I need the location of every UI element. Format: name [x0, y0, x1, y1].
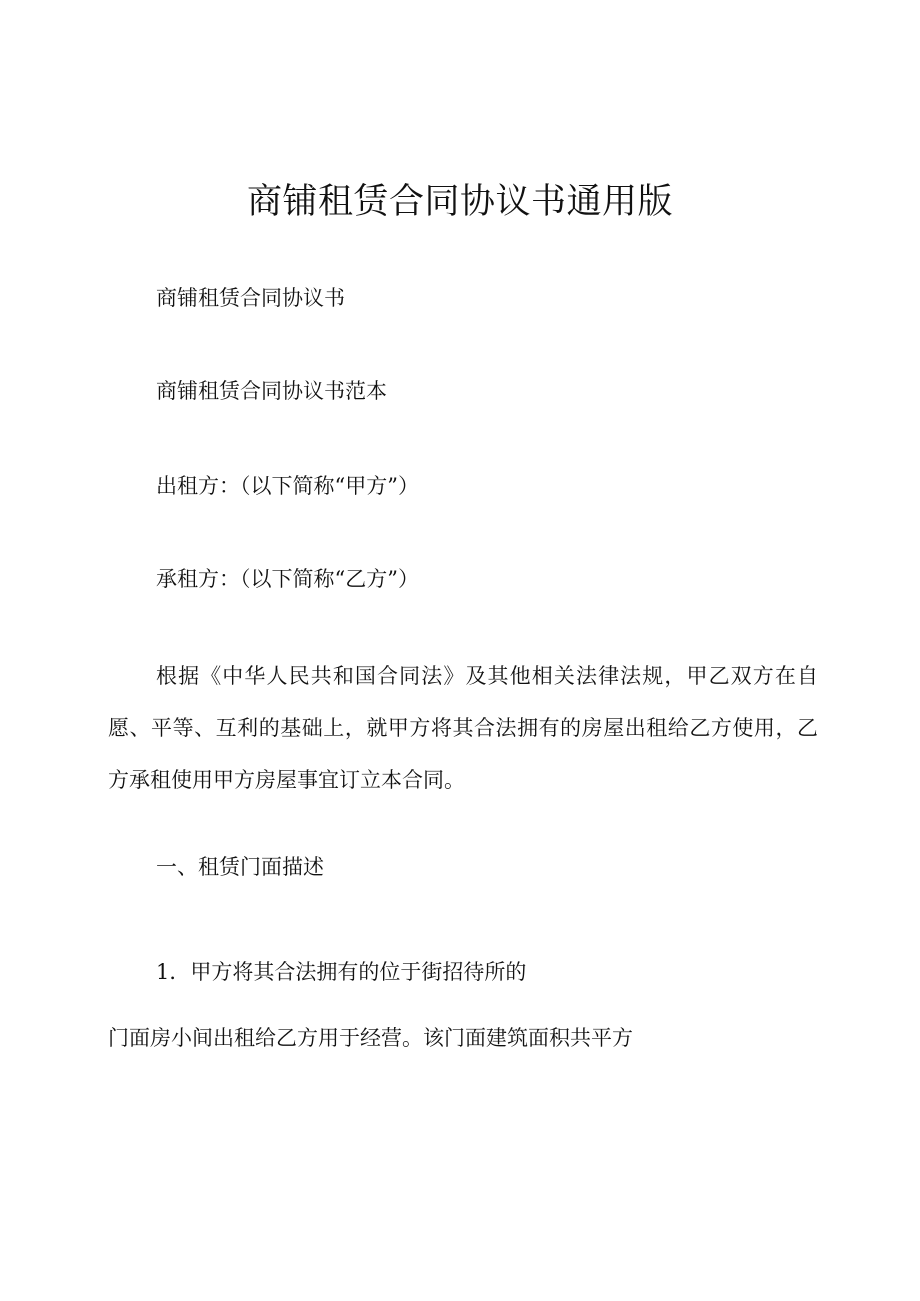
clause-1-line-1: 1．甲方将其合法拥有的位于街招待所的 [156, 960, 527, 984]
section-1-heading: 一、租赁门面描述 [156, 855, 324, 879]
lessee-line: 承租方：（以下简称“乙方”） [156, 567, 419, 591]
template-title: 商铺租赁合同协议书范本 [156, 379, 387, 403]
document-subtitle: 商铺租赁合同协议书 [156, 286, 345, 310]
preamble-paragraph: 根据《中华人民共和国合同法》及其他相关法律法规，甲乙双方在自愿、平等、互利的基础上，就甲方将其合法拥有的房屋出租给乙方使用，乙方承租使用甲方房屋事宜订立本合同。 [108, 664, 818, 792]
lessor-line: 出租方：（以下简称“甲方”） [156, 474, 419, 498]
clause-1-line-2: 门面房小间出租给乙方用于经营。该门面建筑面积共平方 [108, 1026, 633, 1050]
document-title: 商铺租赁合同协议书通用版 [246, 182, 673, 222]
